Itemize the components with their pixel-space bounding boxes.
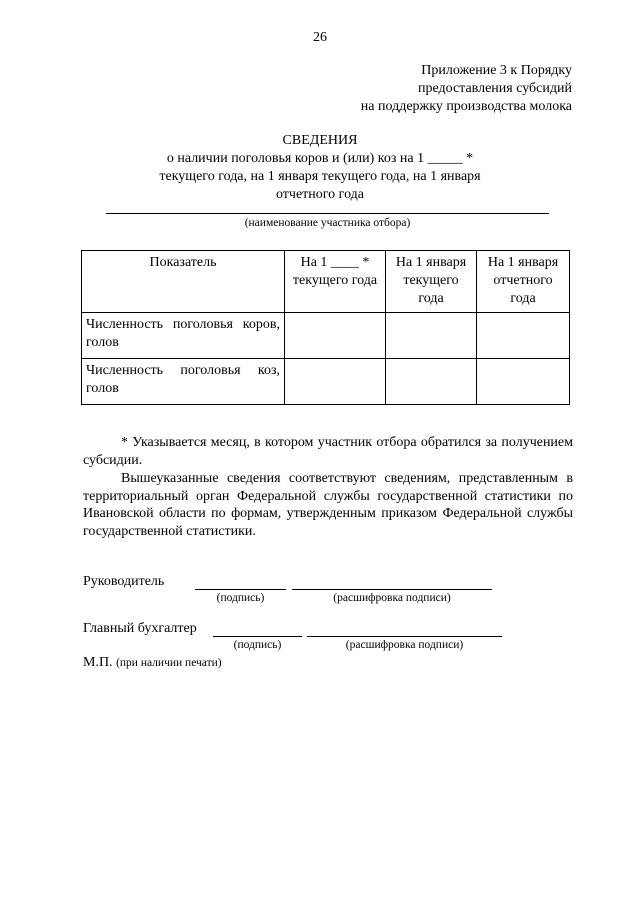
title-line-2: текущего года, на 1 января текущего года, на 1 января	[159, 169, 481, 184]
org-name-caption: (наименование участника отбора)	[244, 217, 411, 229]
annex-line-1: Приложение 3 к Порядку	[421, 63, 572, 78]
cell-goats-col1	[285, 359, 386, 405]
seal-note: (при наличии печати)	[116, 657, 222, 669]
header-jan-current: На 1 января текущего года	[386, 251, 477, 313]
head-label: Руководитель	[83, 574, 165, 589]
annex-reference	[361, 62, 572, 116]
cell-goats-col3	[477, 359, 570, 405]
page-number: 26	[313, 30, 327, 45]
statement: Вышеуказанные сведения соответствуют сведениям, представленным в территориальный орган Федеральной службы государственной статистики по Ивановской области по формам, утвержденным приказом Федеральной службы государственной статистики.	[83, 471, 573, 539]
head-signature-line	[195, 589, 286, 590]
seal-line	[83, 655, 222, 671]
document-title	[0, 132, 640, 204]
header-jan-reporting: На 1 января отчетного года	[477, 251, 570, 313]
annex-line-3: на поддержку производства молока	[360, 99, 572, 114]
title-line-3: отчетного года	[275, 187, 365, 202]
accountant-name-line	[307, 636, 502, 637]
table-row	[82, 359, 570, 405]
title-line-1: о наличии поголовья коров и (или) коз на 1 _____ *	[166, 151, 474, 166]
livestock-table	[81, 250, 570, 405]
cell-cows-col2	[386, 313, 477, 359]
header-indicator: Показатель	[82, 251, 285, 313]
table-header-row	[82, 251, 570, 313]
cell-goats-col2	[386, 359, 477, 405]
accountant-signature-line	[213, 636, 302, 637]
head-name-caption: (расшифровка подписи)	[333, 592, 451, 604]
footnote: * Указывается месяц, в котором участник отбора обратился за получением субсидии.	[83, 435, 573, 468]
accountant-label: Главный бухгалтер	[83, 621, 197, 636]
table-row	[82, 313, 570, 359]
org-name-line	[106, 213, 549, 214]
seal-label: М.П.	[83, 655, 113, 670]
header-current-month: На 1 ____ * текущего года	[285, 251, 386, 313]
head-name-line	[292, 589, 492, 590]
cell-cows-col3	[477, 313, 570, 359]
row-label-cows: Численность поголовья коров, голов	[82, 313, 285, 359]
title-heading: СВЕДЕНИЯ	[282, 133, 358, 148]
head-sign-caption: (подпись)	[216, 592, 265, 604]
annex-line-2: предоставления субсидий	[417, 81, 572, 96]
row-label-goats: Численность поголовья коз, голов	[82, 359, 285, 405]
accountant-sign-caption: (подпись)	[233, 639, 282, 651]
accountant-name-caption: (расшифровка подписи)	[345, 639, 464, 651]
cell-cows-col1	[285, 313, 386, 359]
